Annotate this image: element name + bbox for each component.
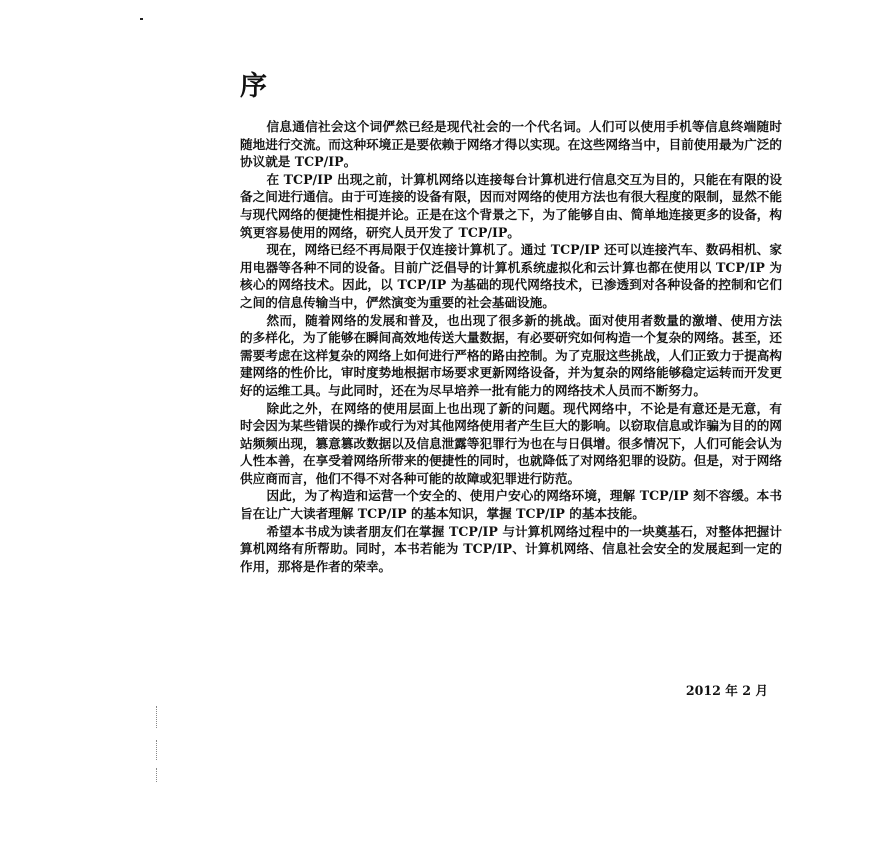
scan-edge-mark [140, 18, 143, 20]
scan-edge-dots [156, 768, 158, 782]
paragraph: 信息通信社会这个词俨然已经是现代社会的一个代名词。人们可以使用手机等信息终端随时随地进行交流。而这种环境正是要依赖于网络才得以实现。在这些网络当中，目前使用最为广泛的协议就是 TCP/IP。 [240, 119, 782, 170]
paragraph: 除此之外，在网络的使用层面上也出现了新的问题。现代网络中，不论是有意还是无意，有时会因为某些错误的操作或行为对其他网络使用者产生巨大的影响。以窃取信息或诈骗为目的的网站频频出现，篡意篡改数据以及信息泄露等犯罪行为也在与日俱增。很多情况下，人们可能会认为人性本善，在享受着网络所带来的便捷性的同时，也就降低了对网络犯罪的设防。但是，对于网络供应商而言，他们不得不对各种可能的故障或犯罪进行防范。 [240, 400, 782, 486]
paragraph: 现在，网络已经不再局限于仅连接计算机了。通过 TCP/IP 还可以连接汽车、数码相机、家用电器等各种不同的设备。目前广泛倡导的计算机系统虚拟化和云计算也都在使用以 TCP/IP 为核心的网络技术。因此，以 TCP/IP 为基础的现代网络技术，已渗透到对各种设备的控制和它们之间的信息传输当中，俨然演变为重要的社会基础设施。 [240, 242, 782, 310]
preface-body [240, 118, 782, 575]
scan-edge-dots [156, 740, 158, 760]
paragraph: 然而，随着网络的发展和普及，也出现了很多新的挑战。面对使用者数量的激增、使用方法的多样化，为了能够在瞬间高效地传送大量数据，有必要研究如何构造一个复杂的网络。甚至，还需要考虑在这样复杂的网络上如何进行严格的路由控制。为了克服这些挑战，人们正致力于提高构建网络的性价比，审时度势地根据市场要求更新网络设备，并为复杂的网络能够稳定运转而开发更好的运维工具。与此同时，还在为尽早培养一批有能力的网络技术人员而不断努力。 [240, 312, 782, 398]
date-line: 2012 年 2 月 [685, 683, 768, 698]
paragraph: 在 TCP/IP 出现之前，计算机网络以连接每台计算机进行信息交互为目的，只能在有限的设备之间进行通信。由于可连接的设备有限，因而对网络的使用方法也有很大程度的限制，显然不能与现代网络的便捷性相提并论。正是在这个背景之下，为了能够自由、简单地连接更多的设备，构筑更容易使用的网络，研究人员开发了 TCP/IP。 [240, 171, 782, 240]
scan-edge-dots [156, 706, 158, 728]
paragraph: 希望本书成为读者朋友们在掌握 TCP/IP 与计算机网络过程中的一块奠基石，对整体把握计算机网络有所帮助。同时，本书若能为 TCP/IP、计算机网络、信息社会安全的发展起到一定的作用，那将是作者的荣幸。 [240, 523, 782, 574]
paragraph: 因此，为了构造和运营一个安全的、使用户安心的网络环境，理解 TCP/IP 刻不容缓。本书旨在让广大读者理解 TCP/IP 的基本知识，掌握 TCP/IP 的基本技能。 [240, 488, 782, 522]
page-title: 序 [240, 71, 268, 102]
